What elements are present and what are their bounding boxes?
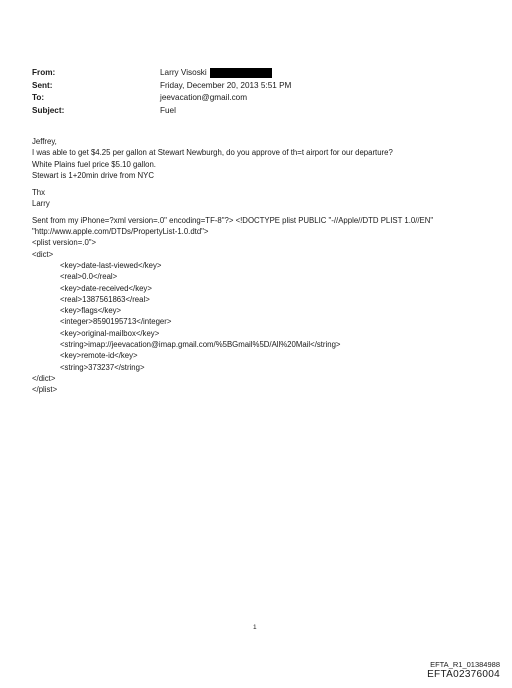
dict-item-line: <key>original-mailbox</key>: [60, 328, 160, 338]
sent-row: [32, 80, 291, 93]
dict-item-line: <key>flags</key>: [60, 306, 122, 316]
to-row: [32, 92, 291, 105]
dict-item-line: <real>1387561863</real>: [60, 294, 150, 304]
from-row: [32, 67, 291, 80]
greeting: Jeffrey,: [32, 137, 57, 146]
from-label: From:: [32, 68, 56, 77]
to-value: jeevacation@gmail.com: [160, 93, 248, 102]
email-body: [32, 136, 492, 396]
xml-line: <plist version=.0">: [32, 238, 97, 248]
redaction-block: [210, 68, 272, 78]
document-footer: [427, 660, 500, 681]
dict-item-line: <key>remote-id</key>: [60, 351, 138, 361]
sent-label: Sent:: [32, 80, 53, 90]
subject-row: [32, 105, 291, 118]
body-line: White Plains fuel price $5.10 gallon.: [32, 159, 156, 169]
bates-id-secondary: EFTA_R1_01384988: [430, 660, 500, 669]
subject-label: Subject:: [32, 105, 65, 115]
xml-line: </plist>: [32, 385, 58, 395]
dict-items: [32, 260, 492, 373]
signature: Larry: [32, 198, 50, 208]
subject-value: Fuel: [160, 105, 176, 115]
from-value: Larry Visoski: [160, 68, 207, 77]
email-header: [32, 67, 291, 117]
page-number: 1: [253, 624, 257, 631]
xml-line: </dict>: [32, 373, 56, 383]
dict-item-line: <key>date-last-viewed</key>: [60, 260, 162, 270]
body-line: Stewart is 1+20min drive from NYC: [32, 170, 154, 180]
xml-line: Sent from my iPhone=?xml version=.0" encoding=TF-8"?> <!DOCTYPE plist PUBLIC "-//Apple//DTD PLIST 1.0//EN": [32, 215, 434, 225]
to-label: To:: [32, 93, 45, 102]
dict-item-line: <key>date-received</key>: [60, 283, 152, 293]
body-line: I was able to get $4.25 per gallon at Stewart Newburgh, do you approve of th=t airport for our departure?: [32, 148, 393, 158]
dict-item-line: <integer>8590195713</integer>: [60, 317, 172, 327]
dict-item-line: <string>imap://jeevacation@imap.gmail.com/%5BGmail%5D/All%20Mail</string>: [60, 340, 341, 350]
xml-line: "http://www.apple.com/DTDs/PropertyList-1.0.dtd">: [32, 227, 209, 237]
xml-line: <dict>: [32, 249, 54, 259]
bates-id-primary: EFTA02376004: [427, 669, 500, 680]
sent-value: Friday, December 20, 2013 5:51 PM: [160, 80, 292, 90]
dict-item-line: <real>0.0</real>: [60, 272, 118, 282]
dict-item-line: <string>373237</string>: [60, 362, 145, 372]
thanks-line: Thx: [32, 187, 45, 197]
